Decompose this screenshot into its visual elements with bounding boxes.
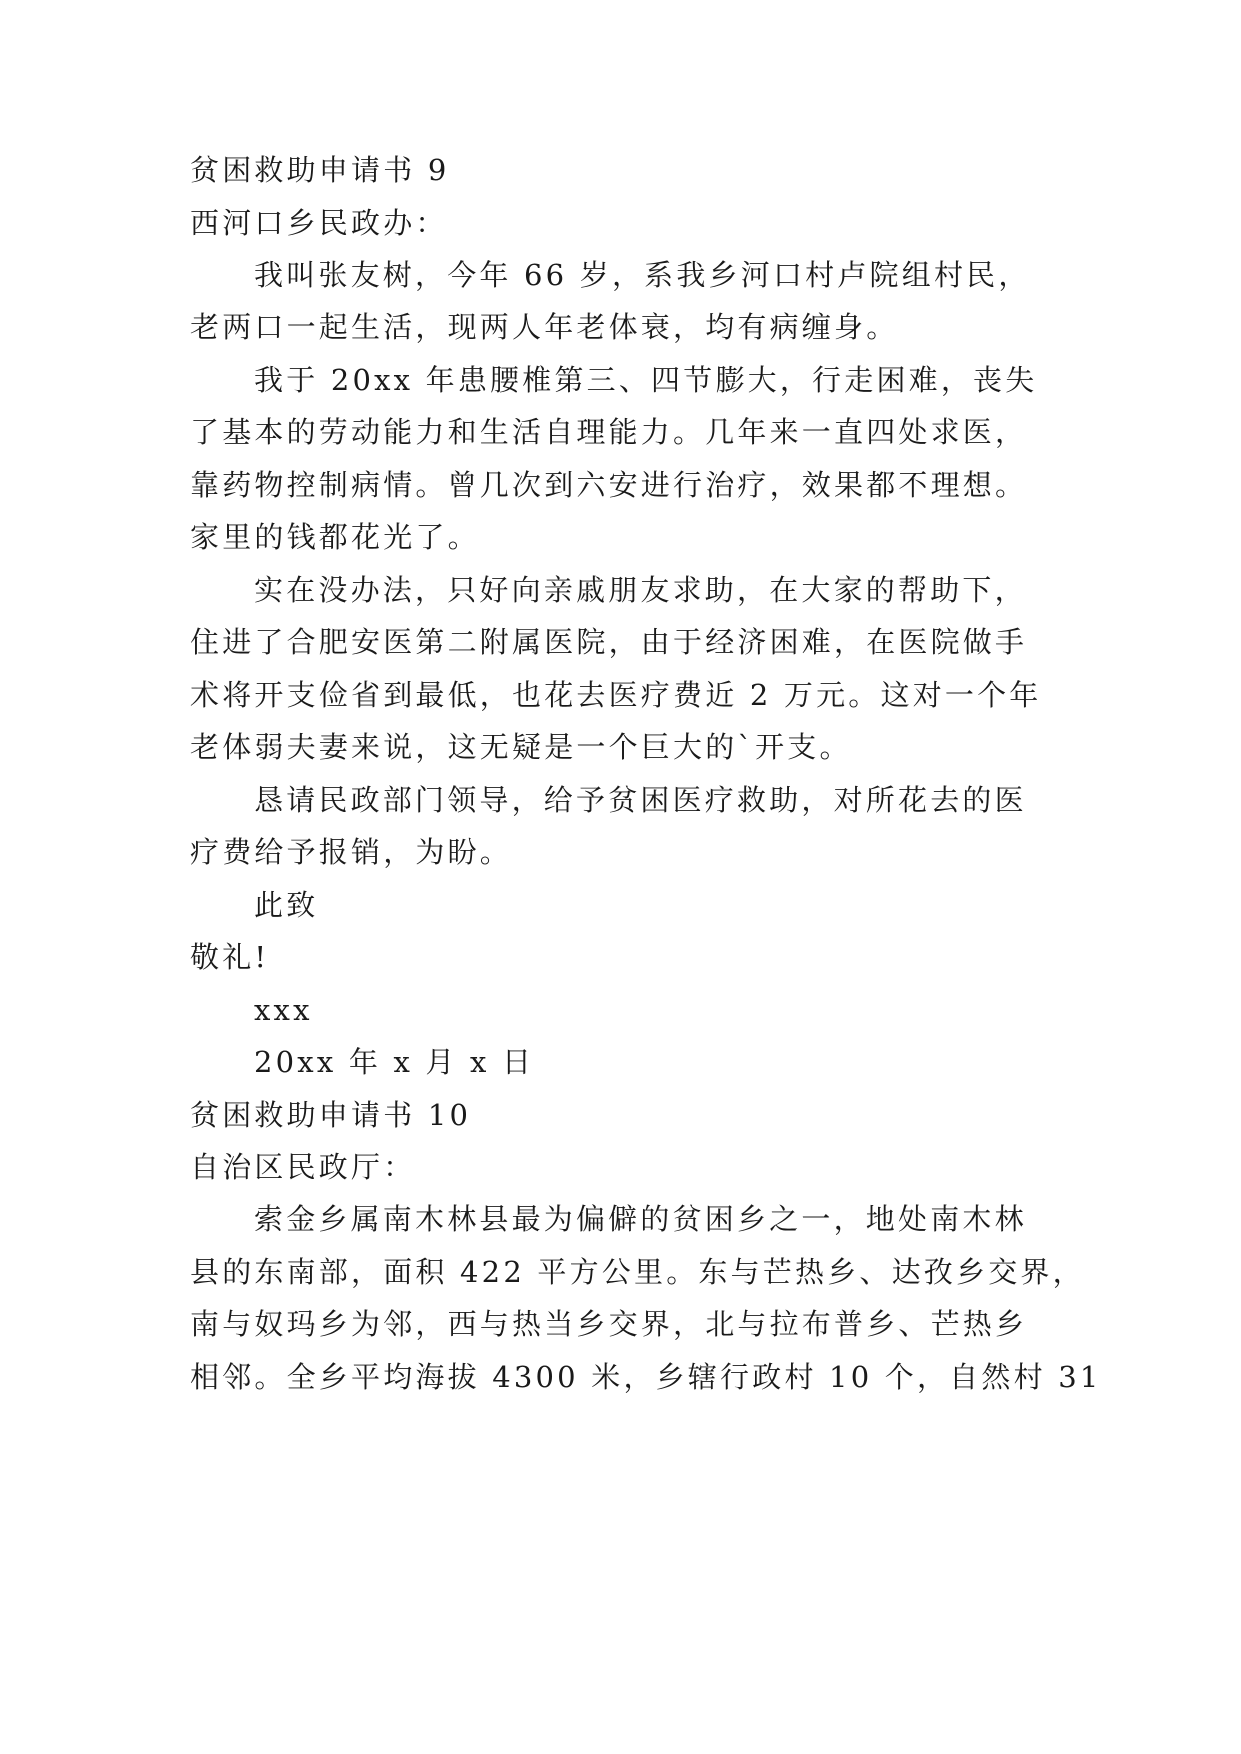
paragraph-line: 老体弱夫妻来说，这无疑是一个巨大的`开支。	[190, 730, 852, 764]
paragraph-line: 恳请民政部门领导，给予贫困医疗救助，对所花去的医	[254, 783, 1027, 817]
paragraph-line: 相邻。全乡平均海拔 4300 米，乡辖行政村 10 个，自然村 31	[190, 1360, 1102, 1394]
recipient: 自治区民政厅：	[190, 1150, 416, 1184]
paragraph-line: 了基本的劳动能力和生活自理能力。几年来一直四处求医，	[190, 415, 1028, 449]
paragraph-line: 索金乡属南木林县最为偏僻的贫困乡之一，地处南木林	[254, 1202, 1027, 1236]
paragraph-line: 住进了合肥安医第二附属医院，由于经济困难，在医院做手	[190, 625, 1028, 659]
salute: 敬礼!	[190, 940, 270, 974]
section-title: 贫困救助申请书 10	[190, 1098, 472, 1132]
signature: xxx	[254, 993, 313, 1027]
paragraph-line: 县的东南部，面积 422 平方公里。东与芒热乡、达孜乡交界，	[190, 1255, 1085, 1289]
paragraph-line: 疗费给予报销，为盼。	[190, 835, 513, 869]
closing: 此致	[254, 888, 319, 922]
section-title: 贫困救助申请书 9	[190, 153, 450, 187]
paragraph-line: 南与奴玛乡为邻，西与热当乡交界，北与拉布普乡、芒热乡	[190, 1307, 1028, 1341]
paragraph-line: 术将开支俭省到最低，也花去医疗费近 2 万元。这对一个年	[190, 678, 1042, 712]
date: 20xx 年 x 月 x 日	[254, 1045, 535, 1079]
paragraph-line: 我叫张友树，今年 66 岁，系我乡河口村卢院组村民，	[254, 258, 1031, 292]
recipient: 西河口乡民政办：	[190, 206, 448, 240]
paragraph-line: 家里的钱都花光了。	[190, 520, 480, 554]
paragraph-line: 老两口一起生活，现两人年老体衰，均有病缠身。	[190, 310, 899, 344]
paragraph-line: 靠药物控制病情。曾几次到六安进行治疗，效果都不理想。	[190, 468, 1028, 502]
paragraph-line: 实在没办法，只好向亲戚朋友求助，在大家的帮助下，	[254, 573, 1027, 607]
paragraph-line: 我于 20xx 年患腰椎第三、四节膨大，行走困难，丧失	[254, 363, 1038, 397]
